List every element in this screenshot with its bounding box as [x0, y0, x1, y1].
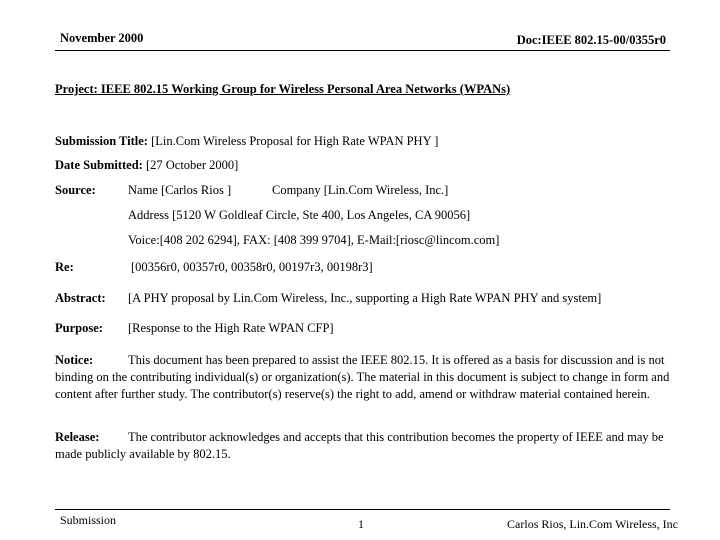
abstract-value: [A PHY proposal by Lin.Com Wireless, Inc., supporting a High Rate WPAN PHY and system] — [128, 291, 602, 305]
source-address: Address [5120 W Goldleaf Circle, Ste 400, Los Angeles, CA 90056] — [128, 208, 471, 222]
header-doc-id: Doc:IEEE 802.15-00/0355r0 — [516, 33, 666, 47]
submission-title-label: Submission Title: — [55, 134, 148, 148]
source-label: Source: — [55, 183, 96, 197]
date-submitted-row — [55, 158, 238, 173]
source-name: Name [Carlos Rios ] — [128, 183, 232, 197]
release-paragraph — [55, 429, 680, 463]
purpose-label: Purpose: — [55, 321, 103, 335]
re-value: [00356r0, 00357r0, 00358r0, 00197r3, 00198r3] — [131, 260, 373, 274]
abstract-label: Abstract: — [55, 291, 106, 305]
notice-label: Notice: — [55, 353, 94, 367]
footer-rule — [55, 509, 670, 510]
project-title: Project: IEEE 802.15 Working Group for Wireless Personal Area Networks (WPANs) — [55, 82, 511, 96]
release-text: The contributor acknowledges and accepts that this contribution becomes the property of IEEE and may be made publicly available by 802.15. — [55, 430, 664, 461]
footer-author: Carlos Rios, Lin.Com Wireless, Inc — [507, 517, 678, 531]
purpose-value: [Response to the High Rate WPAN CFP] — [128, 321, 334, 335]
footer-submission: Submission — [60, 513, 117, 527]
source-company: Company [Lin.Com Wireless, Inc.] — [272, 183, 449, 197]
header-rule — [55, 50, 670, 51]
source-contact: Voice:[408 202 6294], FAX: [408 399 9704], E-Mail:[riosc@lincom.com] — [128, 233, 500, 247]
notice-paragraph — [55, 352, 680, 403]
date-submitted-label: Date Submitted: — [55, 158, 143, 172]
release-label: Release: — [55, 430, 100, 444]
notice-text: This document has been prepared to assist the IEEE 802.15. It is offered as a basis for discussion and is not binding on the contributing individual(s) or organization(s). The material in this document is subject to change in form and content after further study. The contributor(s) reserve(s) the right to add, amend or withdraw material contained herein. — [55, 353, 670, 401]
submission-title-value: [Lin.Com Wireless Proposal for High Rate WPAN PHY ] — [151, 134, 439, 148]
header-date: November 2000 — [60, 31, 144, 45]
submission-title-row — [55, 134, 438, 149]
date-submitted-value: [27 October 2000] — [145, 158, 239, 172]
footer-page-number: 1 — [358, 517, 364, 531]
re-label: Re: — [55, 260, 74, 274]
